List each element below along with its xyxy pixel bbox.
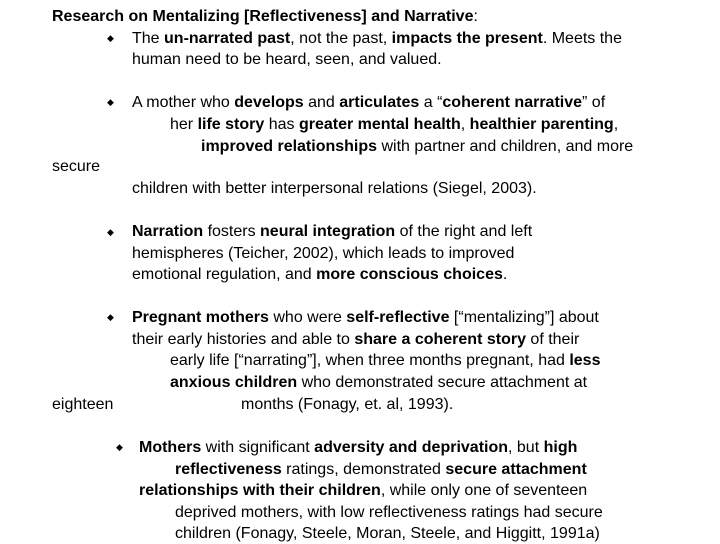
bold-text: Mothers (139, 439, 202, 456)
bold-text: Pregnant mothers (132, 309, 269, 326)
bullet-1-line-1 (132, 29, 622, 49)
text-run: hemispheres (Teicher, 2002), which leads to improved (132, 245, 515, 262)
text-run: [“mentalizing”] about (449, 309, 599, 326)
text-run: , while only one of seventeen (380, 482, 588, 499)
bullet-5-line-1 (139, 438, 577, 458)
bold-text: relationships with their children (139, 482, 381, 499)
bullet-4-line-2 (132, 330, 579, 350)
text-run: children with better interpersonal relations (Siegel, 2003). (132, 180, 537, 197)
bold-text: un-narrated past (164, 30, 291, 47)
text-run: with significant (201, 439, 315, 456)
bullet-2-icon: ◆ (107, 97, 114, 107)
text-run: months (Fonagy, et. al, 1993). (241, 396, 454, 413)
bullet-1-icon: ◆ (107, 33, 114, 43)
text-run: with partner and children, and more (377, 138, 634, 155)
bullet-2-line-3 (201, 137, 633, 157)
bullet-2-line-1 (132, 93, 605, 113)
bold-text: less (569, 352, 601, 369)
bullet-3-line-3 (132, 265, 507, 285)
title-bold: Research on Mentalizing [Reflectiveness] and Narrative (52, 8, 474, 25)
text-run: . Meets the (542, 30, 622, 47)
bullet-1-line-2 (132, 50, 442, 70)
bullet-4-margin-word: eighteen (52, 396, 114, 413)
bold-text: articulates (339, 94, 420, 111)
bullet-4-line-5 (241, 395, 453, 415)
bullet-5-line-3 (139, 481, 587, 501)
text-run: The (132, 30, 165, 47)
bullet-3-icon: ◆ (107, 227, 114, 237)
text-run: of their (525, 331, 580, 348)
text-run: A mother who (132, 94, 235, 111)
text-run: ” of (582, 94, 606, 111)
bold-text: impacts the present (391, 30, 543, 47)
bold-text: develops (234, 94, 304, 111)
text-run: ratings, demonstrated (281, 461, 446, 478)
text-run: , not the past, (290, 30, 392, 47)
text-run: , (613, 116, 619, 133)
bold-text: healthier parenting (469, 116, 614, 133)
text-run: fosters (203, 223, 261, 240)
text-run: her (170, 116, 198, 133)
bullet-2-line-4 (132, 179, 537, 199)
bullet-4-line-3 (170, 351, 600, 371)
bold-text: adversity and deprivation (314, 439, 509, 456)
text-run: has (264, 116, 299, 133)
bullet-2-margin-word: secure (52, 158, 101, 175)
text-run: a “ (419, 94, 443, 111)
bullet-5-icon: ◆ (116, 442, 123, 452)
slide-title (52, 7, 478, 27)
bold-text: share a coherent story (354, 331, 526, 348)
bullet-3-line-1 (132, 222, 532, 242)
bold-text: reflectiveness (175, 461, 282, 478)
bullet-4-icon: ◆ (107, 312, 114, 322)
text-run: who demonstrated secure attachment at (297, 374, 588, 391)
text-run: who were (268, 309, 347, 326)
text-run: of the right and left (395, 223, 533, 240)
bold-text: more conscious choices (316, 266, 503, 283)
text-run: , but (508, 439, 544, 456)
text-run: , (460, 116, 470, 133)
bold-text: secure attachment (445, 461, 587, 478)
bold-text: coherent narrative (442, 94, 583, 111)
text-run: . (502, 266, 508, 283)
bold-text: high (543, 439, 578, 456)
bold-text: self-reflective (346, 309, 450, 326)
text-run: their early histories and able to (132, 331, 355, 348)
text-run: children (Fonagy, Steele, Moran, Steele, and Higgitt, 1991a) (175, 525, 600, 542)
bullet-4-line-1 (132, 308, 599, 328)
bold-text: neural integration (260, 223, 396, 240)
bold-text: Narration (132, 223, 204, 240)
bullet-5-line-5 (175, 524, 600, 544)
bold-text: greater mental health (298, 116, 461, 133)
text-run: deprived mothers, with low reflectiveness ratings had secure (175, 504, 603, 521)
bold-text: anxious children (170, 374, 298, 391)
text-run: human need to be heard, seen, and valued. (132, 51, 442, 68)
bullet-4-line-4 (170, 373, 587, 393)
bold-text: improved relationships (201, 138, 378, 155)
bullet-5-line-4 (175, 503, 603, 523)
text-run: emotional regulation, and (132, 266, 317, 283)
bullet-5-line-2 (175, 460, 587, 480)
bullet-3-line-2 (132, 244, 514, 264)
bullet-2-line-2 (170, 115, 618, 135)
bold-text: life story (197, 116, 265, 133)
text-run: and (303, 94, 340, 111)
text-run: early life [“narrating”], when three months pregnant, had (170, 352, 570, 369)
title-colon: : (473, 8, 478, 25)
